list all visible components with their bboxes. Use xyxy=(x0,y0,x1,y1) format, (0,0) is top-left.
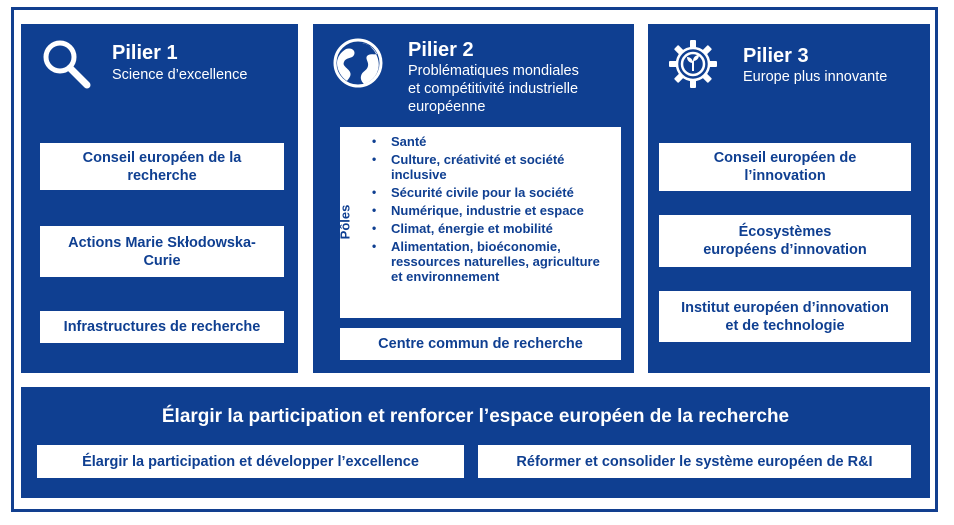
subtitle-line: européenne xyxy=(408,99,486,115)
subtitle-line: et compétitivité industrielle xyxy=(408,81,579,97)
pillar-1-box-msca xyxy=(40,226,284,277)
pillar-1-subtitle: Science d’excellence xyxy=(112,67,248,83)
bottom-box-reform xyxy=(478,445,911,478)
box-line: Institut européen d’innovation xyxy=(681,299,889,316)
pillar-3-title: Pilier 3 xyxy=(743,45,809,67)
pillar-3-box-eic xyxy=(659,143,911,191)
pillar-1-box-infrastructures xyxy=(40,311,284,343)
box-line: Réformer et consolider le système européen de R&I xyxy=(516,453,873,470)
pole-item: • Numérique, industrie et espace xyxy=(364,203,614,218)
pillar-3-box-ecosystems xyxy=(659,215,911,267)
box-line: recherche xyxy=(127,167,197,184)
globe-icon xyxy=(332,37,384,89)
bottom-band-panel xyxy=(21,387,930,498)
box-line: et de technologie xyxy=(725,317,845,334)
poles-label: Pôles xyxy=(337,204,353,240)
pillar-3-subtitle: Europe plus innovante xyxy=(743,69,888,85)
pole-item: • Sécurité civile pour la société xyxy=(364,185,614,200)
pole-item: • Culture, créativité et société inclusive xyxy=(364,152,614,182)
gear-plant-icon xyxy=(666,37,720,91)
pillar-2-subtitle xyxy=(408,62,579,116)
pillar-2-box-jrc xyxy=(340,328,621,360)
box-line: Curie xyxy=(143,252,181,269)
box-line: Conseil européen de xyxy=(713,150,857,166)
pillar-1-title: Pilier 1 xyxy=(112,42,178,64)
box-line: Écosystèmes xyxy=(738,224,832,240)
box-line: Actions Marie Skłodowska- xyxy=(68,234,256,251)
bottom-box-widening xyxy=(37,445,464,478)
pillar-1-box-erc xyxy=(40,143,284,190)
box-line: Centre commun de recherche xyxy=(378,336,583,352)
magnifier-icon xyxy=(39,37,93,91)
pillar-3-box-eit xyxy=(659,291,911,342)
pole-item: • Santé xyxy=(364,134,614,149)
box-line: Élargir la participation et développer l’excellence xyxy=(82,453,419,470)
bottom-band-title: Élargir la participation et renforcer l’espace européen de la recherche xyxy=(161,406,790,427)
subtitle-line: Problématiques mondiales xyxy=(408,63,579,79)
pole-item: • Alimentation, bioéconomie, ressources naturelles, agriculture et environnement xyxy=(364,239,614,284)
poles-list xyxy=(364,134,614,287)
box-line: l’innovation xyxy=(744,168,826,184)
pillar-2-title: Pilier 2 xyxy=(408,39,474,61)
box-line: européens d’innovation xyxy=(703,242,867,258)
box-line: Infrastructures de recherche xyxy=(63,319,261,335)
box-line: Conseil européen de la xyxy=(82,149,242,166)
pole-item: • Climat, énergie et mobilité xyxy=(364,221,614,236)
